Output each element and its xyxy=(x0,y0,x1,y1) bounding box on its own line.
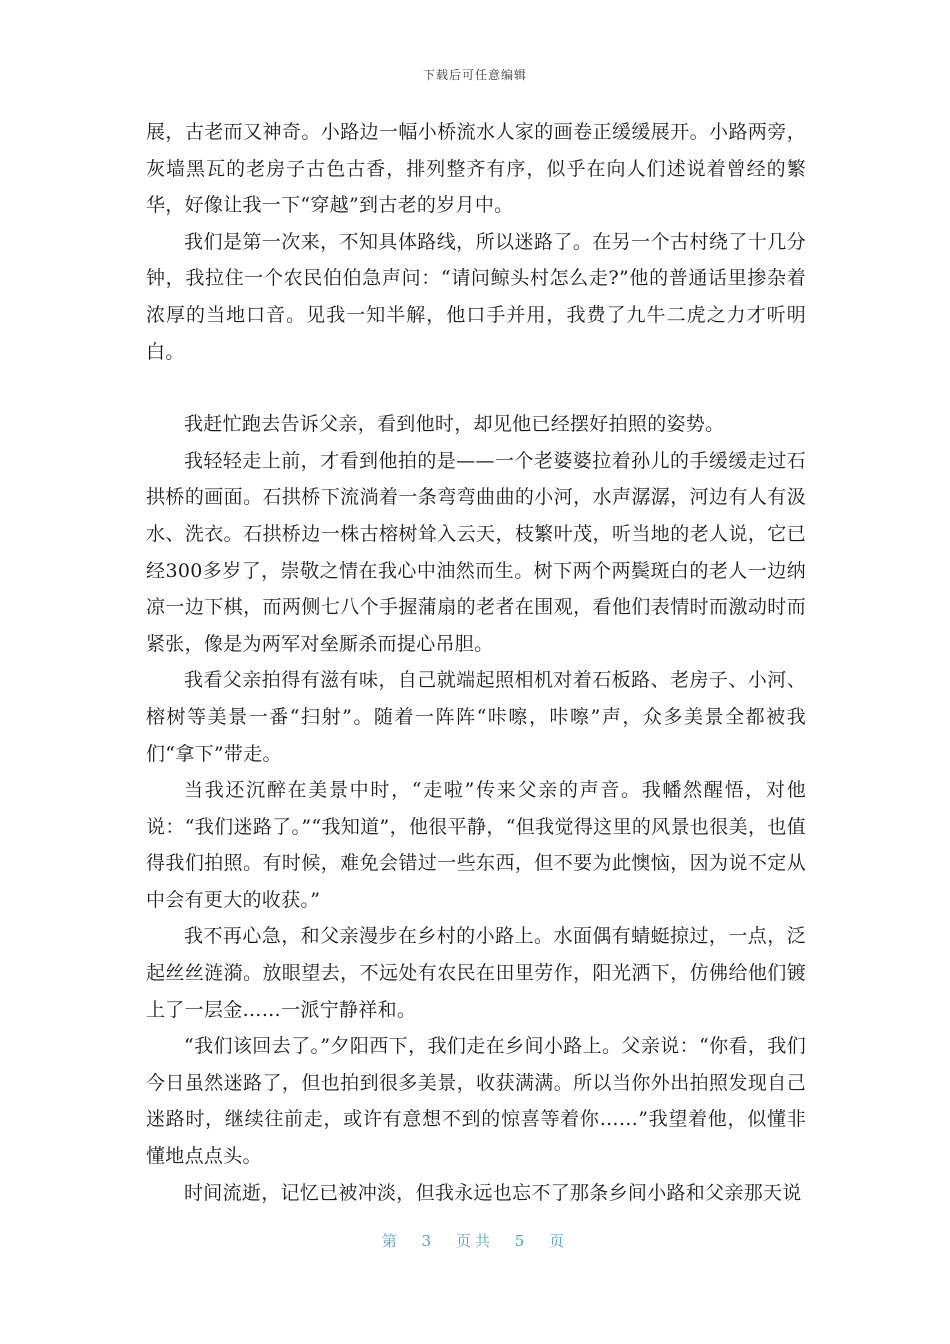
paragraph: 当我还沉醉在美景中时，“走啦”传来父亲的声音。我幡然醒悟，对他说：“我们迷路了。”“我知道”，他很平静，“但我觉得这里的风景也很美，也值得我们拍照。有时候，难免会错过一些东西，但不要为此懊恼，因为说不定从中会有更大的收获。” xyxy=(146,779,806,911)
document-body xyxy=(146,114,806,1211)
paragraph: 我不再心急，和父亲漫步在乡村的小路上。水面偶有蜻蜓掠过，一点，泛起丝丝涟漪。放眼望去，不远处有农民在田里劳作，阳光洒下，仿佛给他们镀上了一层金……一派宁静祥和。 xyxy=(146,925,806,1021)
paragraph: 时间流逝，记忆已被冲淡，但我永远也忘不了那条乡间小路和父亲那天说 xyxy=(184,1181,802,1204)
paragraph: 我轻轻走上前，才看到他拍的是——一个老婆婆拉着孙儿的手缓缓走过石拱桥的画面。石拱桥下流淌着一条弯弯曲曲的小河，水声潺潺，河边有人有汲水、洗衣。石拱桥边一株古榕树耸入云天，枝繁叶茂，听当地的老人说，它已经300多岁了，崇敬之情在我心中油然而生。树下两个两鬓斑白的老人一边纳凉一边下棋，而两侧七八个手握蒲扇的老者在围观，看他们表情时而激动时而紧张，像是为两军对垒厮杀而提心吊胆。 xyxy=(146,449,806,655)
page-number-footer: 第 3 页共 5 页 xyxy=(381,1232,569,1250)
paragraph-continuation: 展，古老而又神奇。小路边一幅小桥流水人家的画卷正缓缓展开。小路两旁，灰墙黑瓦的老房子古色古香，排列整齐有序，似乎在向人们述说着曾经的繁华，好像让我一下“穿越”到古老的岁月中。 xyxy=(146,121,806,217)
paragraph: 我赶忙跑去告诉父亲，看到他时，却见他已经摆好拍照的姿势。 xyxy=(184,413,725,436)
page-header: 下载后可任意编辑 xyxy=(422,68,527,82)
paragraph: 我看父亲拍得有滋有味，自己就端起照相机对着石板路、老房子、小河、榕树等美景一番“扫射”。随着一阵阵“咔嚓，咔嚓”声，众多美景全都被我们“拿下”带走。 xyxy=(146,669,806,765)
paragraph-gap xyxy=(146,370,806,406)
paragraph: 我们是第一次来，不知具体路线，所以迷路了。在另一个古村绕了十几分钟，我拉住一个农民伯伯急声问：“请问鲸头村怎么走?”他的普通话里掺杂着浓厚的当地口音。见我一知半解，他口手并用，我费了九牛二虎之力才听明白。 xyxy=(146,230,806,363)
paragraph: “我们该回去了。”夕阳西下，我们走在乡间小路上。父亲说：“你看，我们今日虽然迷路了，但也拍到很多美景，收获满满。所以当你外出拍照发现自己迷路时，继续往前走，或许有意想不到的惊喜等着你……”我望着他，似懂非懂地点点头。 xyxy=(146,1035,806,1168)
